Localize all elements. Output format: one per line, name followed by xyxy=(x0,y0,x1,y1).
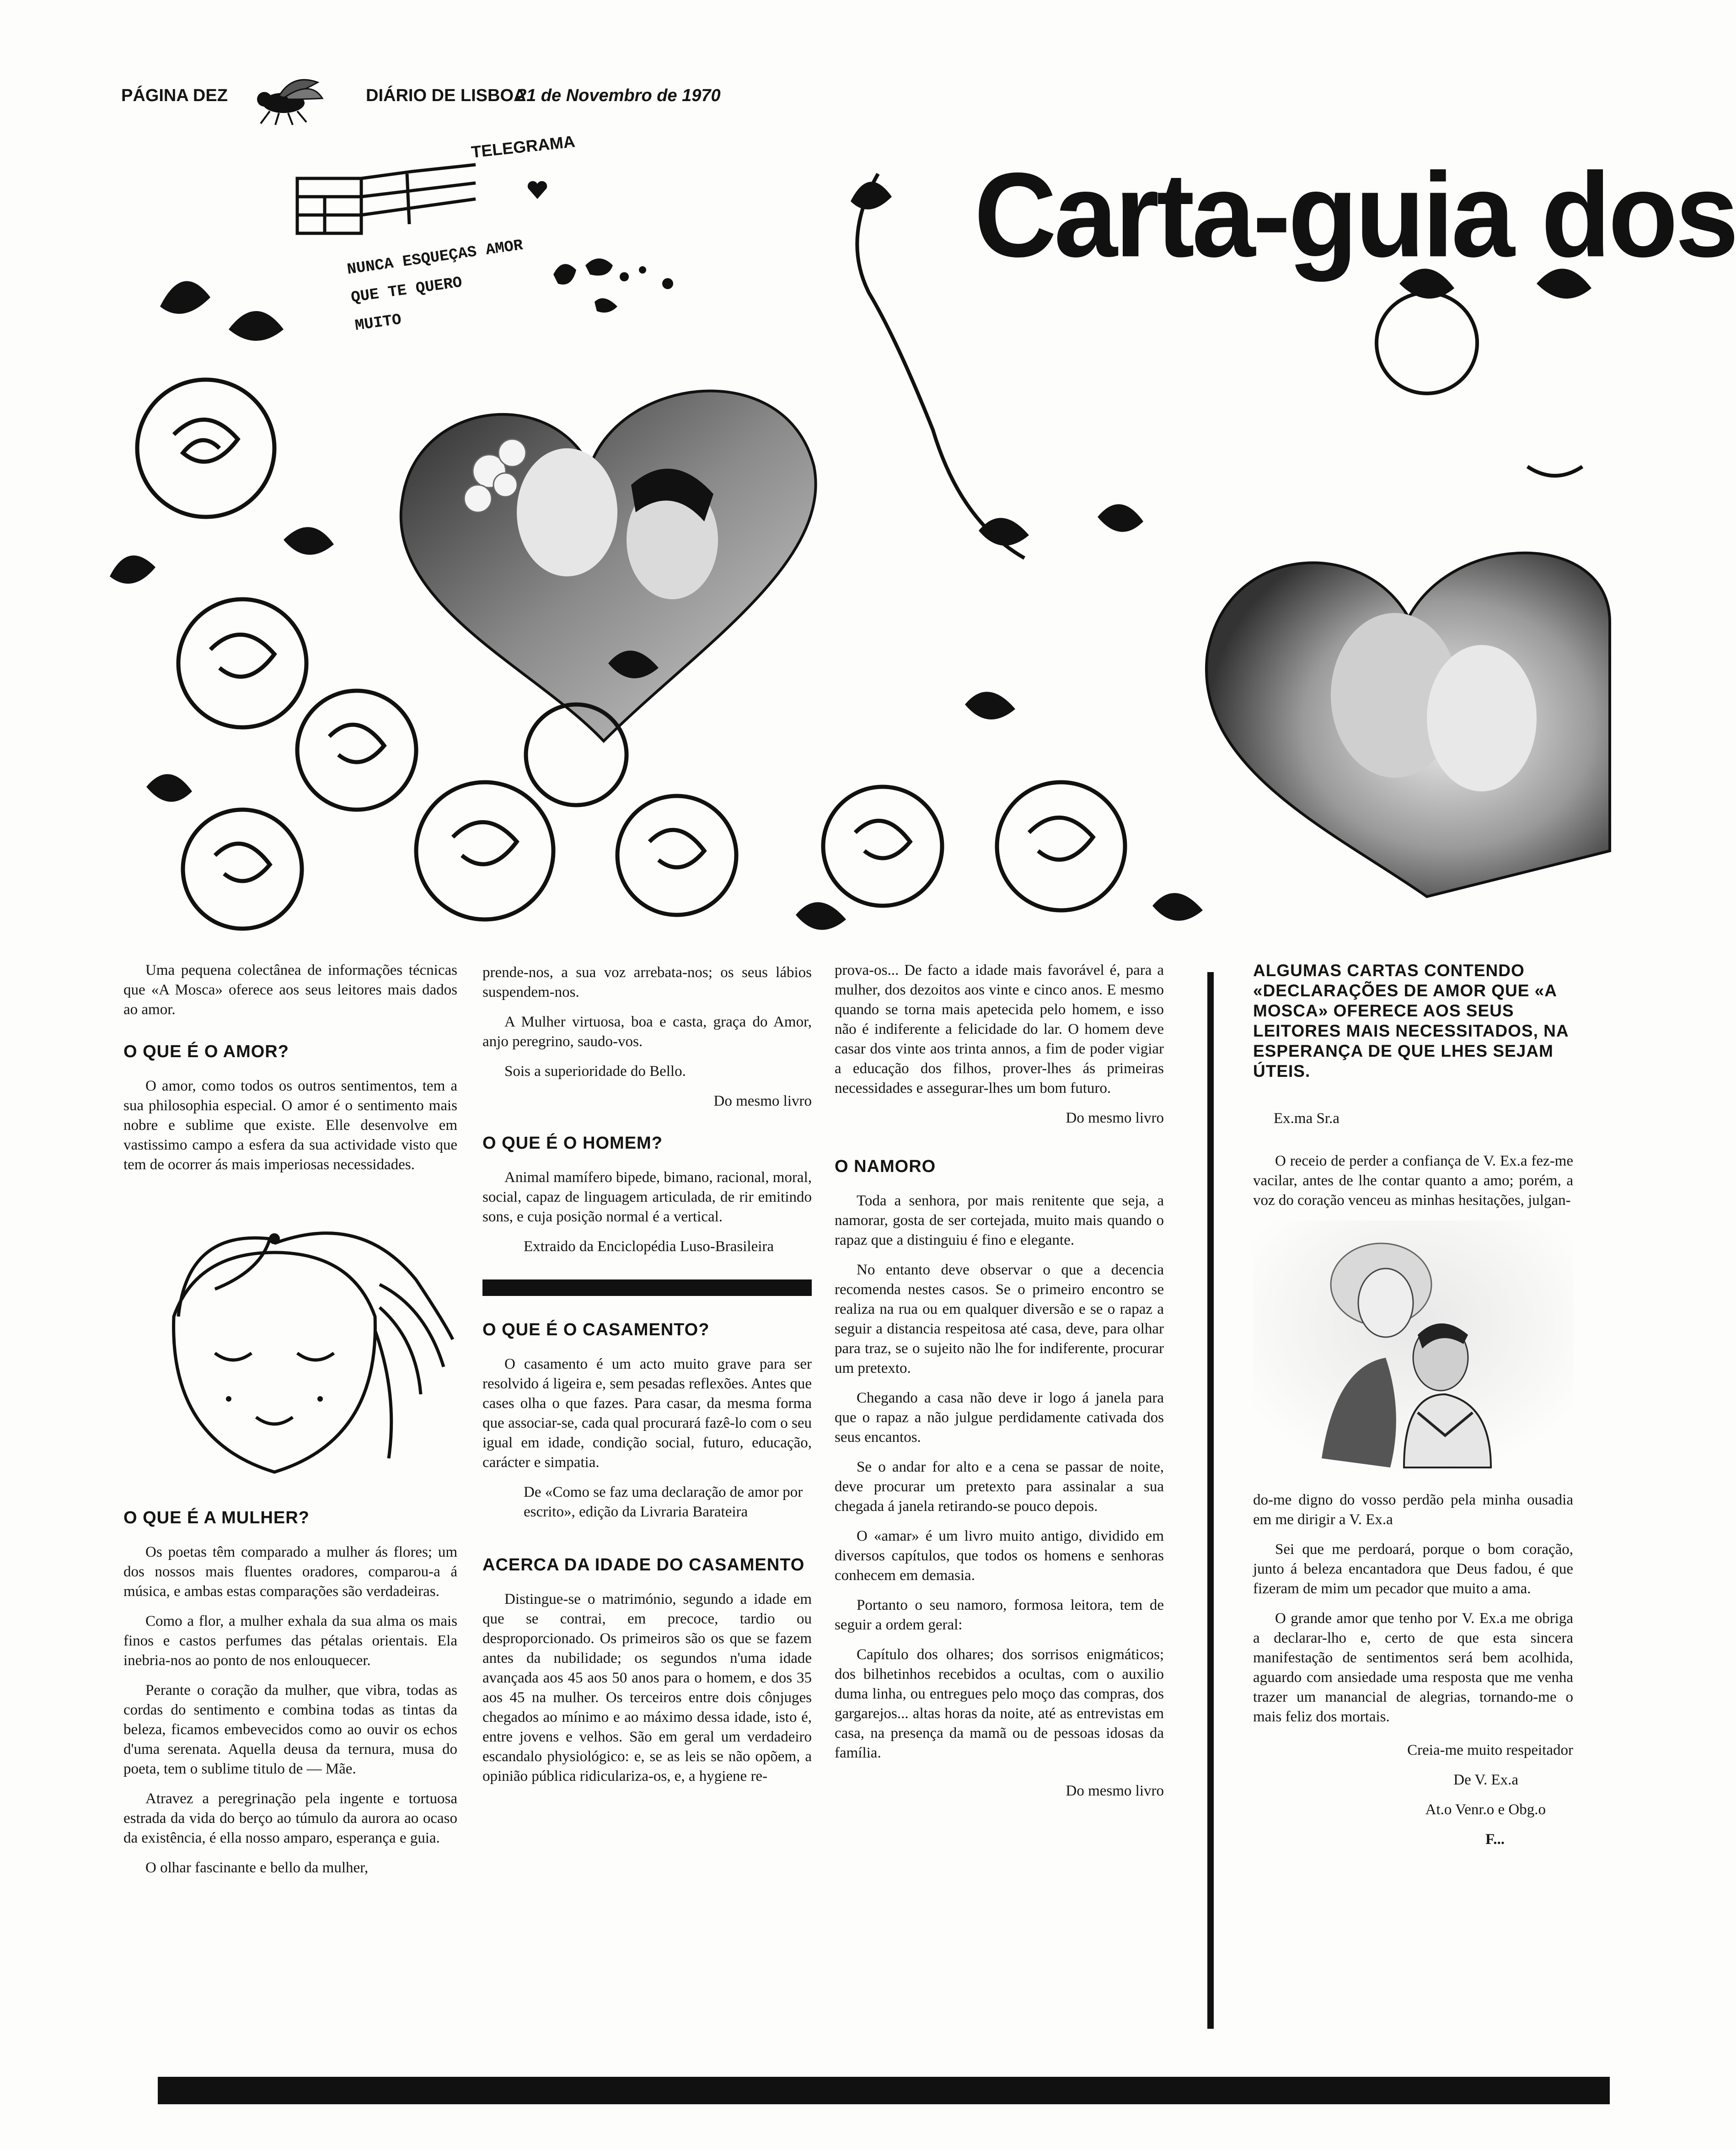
roses-illustration-right xyxy=(768,677,1271,961)
woman-face-illustration xyxy=(123,1202,453,1486)
citation: De «Como se faz uma declaração de amor por escrito», edição da Livraria Barateira xyxy=(524,1484,803,1520)
source-note: Do mesmo livro xyxy=(1066,1783,1164,1799)
letter-closing: De V. Ex.a xyxy=(1453,1772,1518,1788)
fly-icon xyxy=(242,71,325,126)
column-4 xyxy=(1253,961,1573,1860)
letter-salutation: Ex.ma Sr.a xyxy=(1274,1110,1340,1127)
heart-icon xyxy=(526,178,549,201)
letter-closing: At.o Venr.o e Obg.o xyxy=(1425,1801,1546,1818)
source-note: Do mesmo livro xyxy=(713,1093,812,1109)
paragraph: Sois a superioridade do Bello. xyxy=(504,1063,686,1080)
paragraph: Portanto o seu namoro, formosa leitora, tem de seguir a ordem geral: xyxy=(835,1597,1164,1633)
letter-paragraph: Sei que me perdoará, porque o bom coração, junto á beleza encantadora que Deus fadou, é que fizeram de mim um pecador que muito a ama. xyxy=(1253,1541,1573,1597)
source-note: Do mesmo livro xyxy=(1066,1110,1164,1126)
telegram-line: NUNCA ESQUEÇAS AMOR xyxy=(346,236,524,279)
page-number: PÁGINA DEZ xyxy=(121,86,228,105)
telegram-line: MUITO xyxy=(354,311,403,335)
couple-photo xyxy=(1253,1220,1573,1477)
paragraph: Como a flor, a mulher exhala da sua alma os mais finos e castos perfumes das pétalas orientais. Ela inebria-nos ao ponto de nos enlouquecer. xyxy=(123,1613,457,1669)
paragraph: O amor, como todos os outros sentimentos, tem a sua philosophia especial. O amor é o sentimento mais nobre e sublime que existe. Elle desenvolve em vastissimo campo a esfera da sua actividade visto que tem de ocorrer ás mais imperiosas necessidades. xyxy=(123,1078,457,1173)
paragraph: O «amar» é um livro muito antigo, dividido em diversos capítulos, que todos os homens e senhoras conhecem em demasia. xyxy=(835,1528,1164,1584)
column-rule xyxy=(1207,972,1214,2029)
section-heading-homem: O QUE É O HOMEM? xyxy=(482,1134,663,1153)
paragraph: Animal mamífero bipede, bimano, racional, moral, social, capaz de linguagem articulada, de rir emitindo sons, e cuja posição normal é a vertical. xyxy=(482,1169,812,1225)
headline-title: Carta-guia dos xyxy=(974,148,1736,282)
letter-paragraph: O grande amor que tenho por V. Ex.a me obriga a declarar-lho e, certo de que esta sincera manifestação de sentimentos será bem acolhida, aguardo com ansiedade uma resposta que me venha trazer um manancial de alegrias, tornando-me o mais feliz dos mortais. xyxy=(1253,1610,1573,1725)
page-header xyxy=(0,73,721,110)
paragraph: prova-os... De facto a idade mais favorável é, para a mulher, dos dezoitos aos vinte e cinco anos. E mesmo quando se torna mais apetecida pelo homem, e isso não é indiferente a felicidade do lar. O homem deve casar dos vinte aos trinta annos, a fim de poder vigiar a educação dos filhos, prover-lhes ás primeiras necessidades e assegurar-lhes um bom futuro. xyxy=(835,962,1164,1096)
paragraph: Perante o coração da mulher, que vibra, todas as cordas do sentimento e combina todas as tintas da beleza, ficamos embevecidos como ao ouvir os echos d'uma serenata. Aquella deusa da ternura, musa do poeta, tem o sublime titulo de — Mãe. xyxy=(123,1682,457,1777)
paragraph: Se o andar for alto e a cena se passar de noite, deve procurar um pretexto para assinalar a sua chegada á janela retirando-se pouco depois. xyxy=(835,1459,1164,1515)
section-heading-mulher: O QUE É A MULHER? xyxy=(123,1508,310,1527)
section-heading-idade: ACERCA DA IDADE DO CASAMENTO xyxy=(482,1555,805,1575)
paragraph: Os poetas têm comparado a mulher ás flores; um dos nossos mais fluentes oradores, comparou-a á música, e ambas estas comparações são verdadeiras. xyxy=(123,1544,457,1600)
telegram-line: QUE TE QUERO xyxy=(350,274,464,307)
letter-closing: Creia-me muito respeitador xyxy=(1407,1742,1573,1758)
paragraph: Distingue-se o matrimónio, segundo a idade em que se contrai, em precoce, tardio ou desproporcionado. Os primeiros são os que se fazem antes da nubilidade; os segundos n'uma idade avançada aos 45 aos 50 anos para o homem, e dos 35 aos 45 na mulher. Os terceiros entre dois cônjuges chegados ao mínimo e ao máximo dessa idade, isto é, entre jovens e velhos. São em geral um verdadeiro escandalo physiológico: e, se as leis se não opõem, a opinião pública ridiculariza-os, e, a hygiene re- xyxy=(482,1591,812,1784)
paragraph: prende-nos, a sua voz arrebata-nos; os seus lábios suspendem-nos. xyxy=(482,964,812,1000)
bottom-rule xyxy=(158,2077,1610,2104)
letter-paragraph: do-me digno do vosso perdão pela minha ousadia em me dirigir a V. Ex.a xyxy=(1253,1492,1573,1528)
telegram-label: TELEGRAMA xyxy=(470,132,576,161)
intro-paragraph: Uma pequena colectânea de informações técnicas que «A Mosca» oferece aos seus leitores mais dados ao amor. xyxy=(123,962,457,1018)
section-divider xyxy=(482,1279,812,1296)
paragraph: A Mulher virtuosa, boa e casta, graça do Amor, anjo peregrino, saudo-vos. xyxy=(482,1014,812,1050)
letters-heading: ALGUMAS CARTAS CONTENDO «DECLARAÇÕES DE AMOR QUE «A MOSCA» OFERECE AOS SEUS LEITORES MAIS NECESSITADOS, NA ESPERANÇA DE QUE LHES SEJAM ÚTEIS. xyxy=(1253,961,1569,1080)
letter-signature: F... xyxy=(1485,1831,1505,1848)
paragraph: Atravez a peregrinação pela ingente e tortuosa estrada da vida do berço ao túmulo da aurora ao ocaso da existência, é ella nosso amparo, esperança e guia. xyxy=(123,1790,457,1846)
column-1 xyxy=(123,961,457,1888)
section-heading-namoro: O NAMORO xyxy=(835,1157,936,1176)
paragraph: Capítulo dos olhares; dos sorrisos enigmáticos; dos bilhetinhos recebidos a ocultas, com o auxilio duma linha, ou entregues pelo moço das compras, dos gargarejos... altas horas da noite, até as entrevistas em casa, na presença da mamã ou de pessoas idosas da família. xyxy=(835,1646,1164,1761)
section-heading-casamento: O QUE É O CASAMENTO? xyxy=(482,1320,710,1339)
telegram-form-illustration xyxy=(293,151,485,242)
paragraph: Toda a senhora, por mais renitente que seja, a namorar, gosta de ser cortejada, muito mais quando o rapaz que a distinguiu é fino e elegante. xyxy=(835,1193,1164,1248)
column-3 xyxy=(835,961,1164,1811)
paragraph: No entanto deve observar o que a decencia recomenda nestes casos. Se o primeiro encontro se realiza na rua ou em qualquer diversão e se o rapaz a seguir a distancia respeitosa até casa, deve, para olhar para traz, se o sujeito não lhe for indiferente, procurar um pretexto. xyxy=(835,1262,1164,1376)
roses-illustration-left xyxy=(91,238,755,924)
column-2 xyxy=(482,963,812,1796)
paragraph: O olhar fascinante e bello da mulher, xyxy=(145,1860,369,1876)
section-heading-amor: O QUE É O AMOR? xyxy=(123,1042,289,1061)
paragraph: Chegando a casa não deve ir logo á janela para que o rapaz a não julgue perdidamente cativada dos seus encantos. xyxy=(835,1390,1164,1446)
paragraph: O casamento é um acto muito grave para ser resolvido á ligeira e, sem pesadas reflexões. Antes que cases olha o que fazes. Para casar, da mesma forma que associar-se, cada qual procurará fazê-lo com o seu igual em idade, condição social, futuro, educação, carácter e simpatia. xyxy=(482,1356,812,1471)
letter-paragraph: O receio de perder a confiança de V. Ex.a fez-me vacilar, antes de lhe contar quanto a amo; porém, a voz do coração venceu as minhas hesitações, julgan- xyxy=(1253,1153,1573,1209)
newspaper-name: DIÁRIO DE LISBOA xyxy=(366,86,526,105)
citation: Extraido da Enciclopédia Luso-Brasileira xyxy=(524,1238,774,1255)
issue-date: 21 de Novembro de 1970 xyxy=(517,86,721,105)
